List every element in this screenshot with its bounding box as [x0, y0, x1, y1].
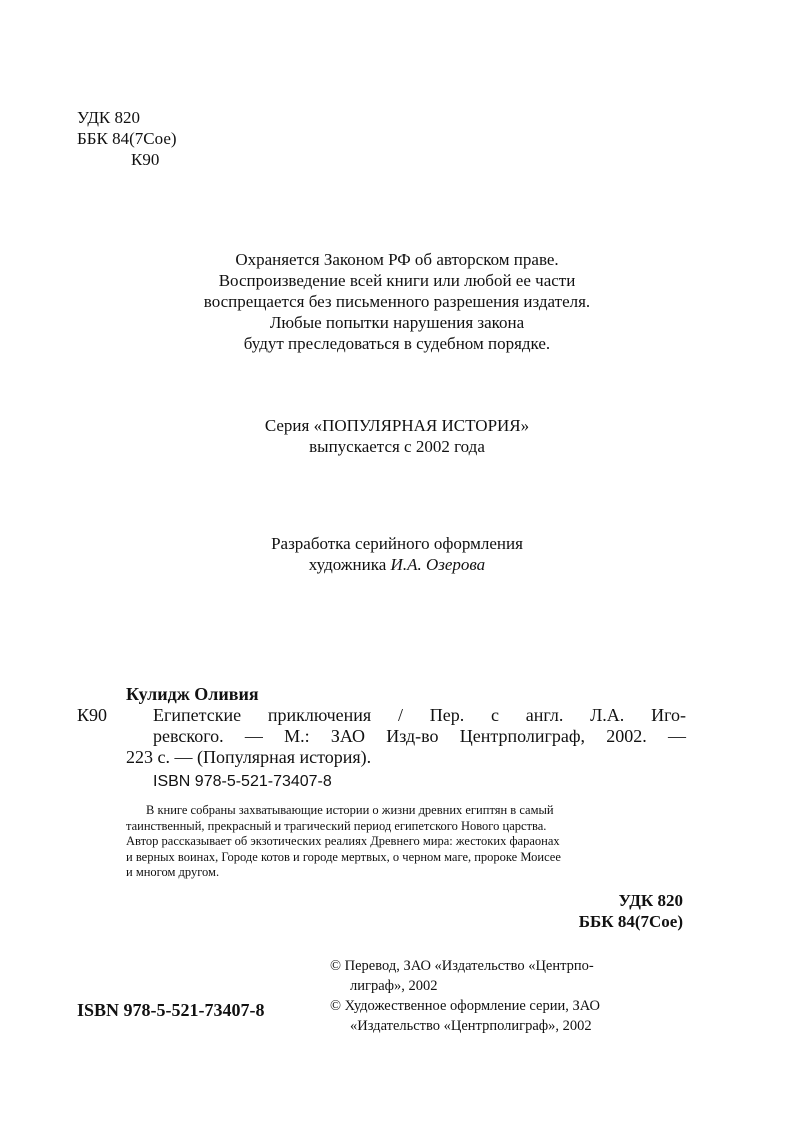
footer-isbn: ISBN 978-5-521-73407-8: [77, 1000, 265, 1020]
notice-line: Воспроизведение всей книги или любой ее части: [218, 271, 576, 290]
udk-code: УДК 820: [77, 108, 141, 127]
description-line: Египетские приключения / Пер. с англ. Л.А. Иго-: [153, 705, 686, 725]
card-mark: К90: [77, 705, 108, 725]
notice-line: Охраняется Законом РФ об авторском праве.: [235, 250, 559, 269]
annotation-line: В книге собраны захватывающие истории о жизни древних египтян в самый: [146, 803, 554, 817]
description-line: 223 с. — (Популярная история).: [126, 747, 372, 767]
design-line: [0, 554, 794, 575]
notice-line: воспрещается без письменного разрешения издателя.: [203, 292, 591, 311]
card-classification: [579, 890, 683, 932]
card-author: Кулидж Оливия: [126, 684, 259, 704]
classification-top: [77, 107, 177, 170]
notice-line: будут преследоваться в судебном порядке.: [243, 334, 551, 353]
card-description: [126, 705, 686, 768]
series-line: выпускается с 2002 года: [309, 437, 485, 456]
card-bbk: ББК 84(7Сое): [578, 912, 683, 931]
design-line: Разработка серийного оформления: [271, 534, 523, 553]
card-annotation: [126, 803, 561, 881]
copyright-line: лиграф», 2002: [350, 978, 438, 994]
design-prefix: художника: [308, 555, 387, 574]
author-mark: К90: [131, 150, 160, 169]
annotation-line: таинственный, прекрасный и трагический период египетского Нового царства.: [126, 818, 547, 833]
series-info: [0, 415, 794, 457]
copyright-line: «Издательство «Центрполиграф», 2002: [350, 1018, 592, 1034]
annotation-line: Автор рассказывает об экзотических реалиях Древнего мира: жестоких фараонах: [126, 834, 560, 848]
card-udk: УДК 820: [618, 891, 683, 910]
card-isbn: ISBN 978-5-521-73407-8: [153, 773, 332, 790]
description-line: ревского. — М.: ЗАО Изд-во Центрполиграф, 2002. —: [153, 726, 686, 746]
copyright-line: © Перевод, ЗАО «Издательство «Центрпо-: [330, 958, 594, 974]
annotation-line: и верных воинах, Городе котов и городе мертвых, о черном маге, пророке Моисее: [126, 849, 561, 864]
bbk-code: ББК 84(7Сое): [77, 129, 177, 148]
copyright-line: © Художественное оформление серии, ЗАО: [330, 998, 600, 1014]
footer-copyrights: [330, 956, 600, 1036]
artist-name: И.А. Озерова: [390, 555, 486, 574]
copyright-notice: [0, 249, 794, 354]
notice-line: Любые попытки нарушения закона: [269, 313, 525, 332]
series-line: Серия «ПОПУЛЯРНАЯ ИСТОРИЯ»: [264, 416, 530, 435]
annotation-line: и многом другом.: [126, 865, 220, 879]
design-credit: [0, 533, 794, 575]
